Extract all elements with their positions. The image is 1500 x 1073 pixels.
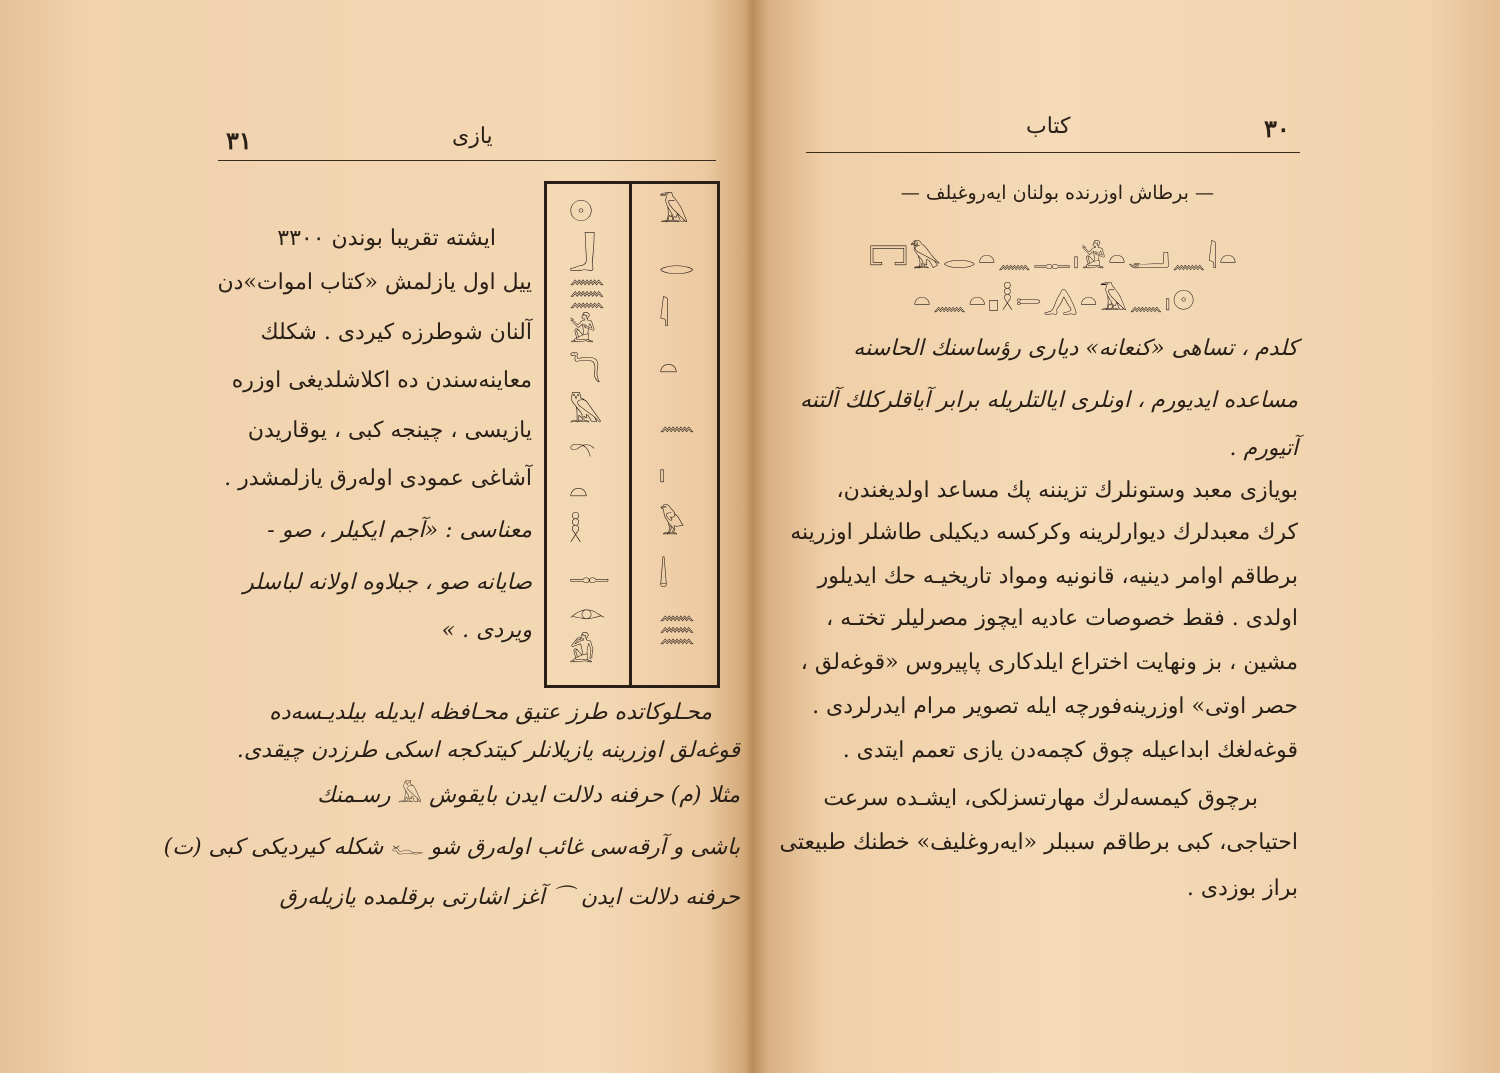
body-line: بویازی معبد وستونلرك تزیننه پك مساعد اولدیغندن، <box>836 478 1298 503</box>
column-divider <box>629 184 632 685</box>
hieroglyph-glyph: 𓎛 <box>569 515 583 550</box>
hieroglyph-glyph: 𓌃 <box>659 559 669 594</box>
figure-caption: — برطاش اوزرنده بولنان ایه‌روغیلف — <box>900 182 1214 204</box>
body-line: احتیاجی، کبی برطاقم سببلر «ایه‌روغلیف» خطنك طبیعتی <box>779 830 1298 855</box>
side-text-line: ویردی . » <box>441 618 532 643</box>
hieroglyph-glyph: 𓈗 <box>659 611 695 646</box>
body-line: مشین ، بز ونهایت اختراع ایلدکاری پاپیروس «قوغه‌لق ، <box>800 650 1298 675</box>
body-line: براز بوزدی . <box>1186 876 1298 901</box>
right-page <box>752 0 1500 1073</box>
bottom-text-line: قوغه‌لق اوزرینه یازیلانلر کیتدکجه اسکی طرزدن چیقدی. <box>236 738 740 763</box>
hieroglyph-glyph: 𓀀 <box>569 315 596 350</box>
bottom-text-line: محـلوکاتده طرز عتیق محـافظه ایدیله بیلدیـسه‌ده <box>269 700 712 725</box>
side-text-line: ایشته تقریبا بوندن ۳۳۰۰ <box>277 226 496 251</box>
bottom-text-line: حرفنه دلالت ایدن ⌒ آغز اشارتی برقلمده یازیله‌رق <box>279 885 740 910</box>
body-line: حصر اوتی» اوزرینه‌فورچه ایله تصویر مرام ایدرلردی . <box>812 694 1298 719</box>
body-line: کرك معبدلرك دیوارلرینه وکرکسه دیکیلی طاشلر اوزرینه <box>790 520 1298 545</box>
body-line: قوغه‌لغك ابداعیله چوق کچمه‌دن یازی تعمم ایتدی . <box>842 738 1298 763</box>
side-text-line: آلنان شوطرزه کیردی . شکلك <box>260 320 532 345</box>
body-line: اولدی . فقط خصوصات عادیه ایچوز مصرلیلر تختـه ، <box>826 606 1298 631</box>
hieroglyph-column-left <box>547 184 629 685</box>
page-number: ۳۰ <box>1264 114 1290 143</box>
hieroglyph-glyph: 𓏏 <box>569 475 588 510</box>
hieroglyph-column-right <box>633 184 717 685</box>
side-text-line: یازیسی ، چینجه کبی ، یوقاریدن <box>247 418 532 443</box>
hieroglyph-glyph: 𓀁 <box>569 635 595 670</box>
hieroglyph-glyph: 𓇳 <box>569 195 594 230</box>
side-text-line: معاینه‌سندن ده اکلاشلدیغی اوزره <box>231 368 532 393</box>
hieroglyph-glyph: 𓁹 <box>569 595 606 630</box>
hieroglyph-glyph: 𓆓 <box>569 355 602 390</box>
running-head: کتاب <box>1026 114 1071 139</box>
translation-line: کلدم ، تساهی «کنعانه» دیاری رؤساسنك الحاسنه‌ <box>853 336 1298 361</box>
bottom-text-line: مثلا (م) حرفنه دلالت ایدن بایقوش 𓅓 رسـمنك <box>317 783 740 808</box>
hieroglyph-glyph: 𓂋 <box>659 247 695 282</box>
header-rule <box>218 160 716 161</box>
bottom-text-line: باشی و آرقه‌سی غائب اوله‌رق شو 𓆑 شکله کیردیکی کبی (ت) <box>163 835 740 860</box>
hieroglyph-glyph: 𓃀 <box>569 235 596 270</box>
translation-line: آتیورم . <box>1229 436 1298 461</box>
body-line: برطاقم اوامر دینیه، قانونیه ومواد تاریخیـه حك ایدیلور <box>817 564 1298 589</box>
hieroglyph-glyph: 𓏏 <box>659 351 678 386</box>
header-rule <box>806 152 1300 153</box>
hieroglyph-glyph: 𓈗 <box>569 275 605 310</box>
hieroglyph-glyph: 𓇋 <box>659 299 670 334</box>
hieroglyph-table <box>544 181 720 688</box>
side-text-line: ییل اول یازلمش «کتاب اموات»دن <box>217 270 532 295</box>
hieroglyph-glyph: 𓊃 <box>569 555 610 590</box>
side-text-line: آشاغی عمودی اوله‌رق یازلمشدر . <box>224 466 532 491</box>
translation-line: مساعده ایدیورم ، اونلری ایالتلریله برابر آیاقلرکلك آلتنه <box>800 388 1298 413</box>
hieroglyph-glyph: 𓄿 <box>659 195 689 230</box>
side-text-line: معناسی : «آجم ایکیلر ، صو - <box>267 518 532 543</box>
hieroglyph-inscription-line: 𓉐𓅃𓂋𓏏𓈖𓊃𓏤𓀀𓏏𓂝𓈖𓇋𓏏 <box>869 242 1239 275</box>
page-number: ۳۱ <box>226 126 252 155</box>
hieroglyph-glyph: 𓈖 <box>659 403 695 438</box>
hieroglyph-glyph: 𓏤 <box>659 455 666 490</box>
running-head: یازی <box>452 124 493 149</box>
hieroglyph-glyph: 𓅓 <box>569 395 603 430</box>
hieroglyph-glyph: 𓍼 <box>569 435 596 470</box>
side-text-line: صایانه صو ، جبلاوه اولانه لباسلر <box>243 570 532 595</box>
body-line: برچوق کیمسه‌لرك مهارتسزلکی، ایشـده سرعت <box>823 786 1258 811</box>
hieroglyph-glyph: 𓅱 <box>659 507 685 542</box>
hieroglyph-inscription-line: 𓏏𓈖𓏏𓊪𓎛𓍿𓂻𓏏𓄿𓈖𓏤𓇳 <box>913 284 1197 317</box>
